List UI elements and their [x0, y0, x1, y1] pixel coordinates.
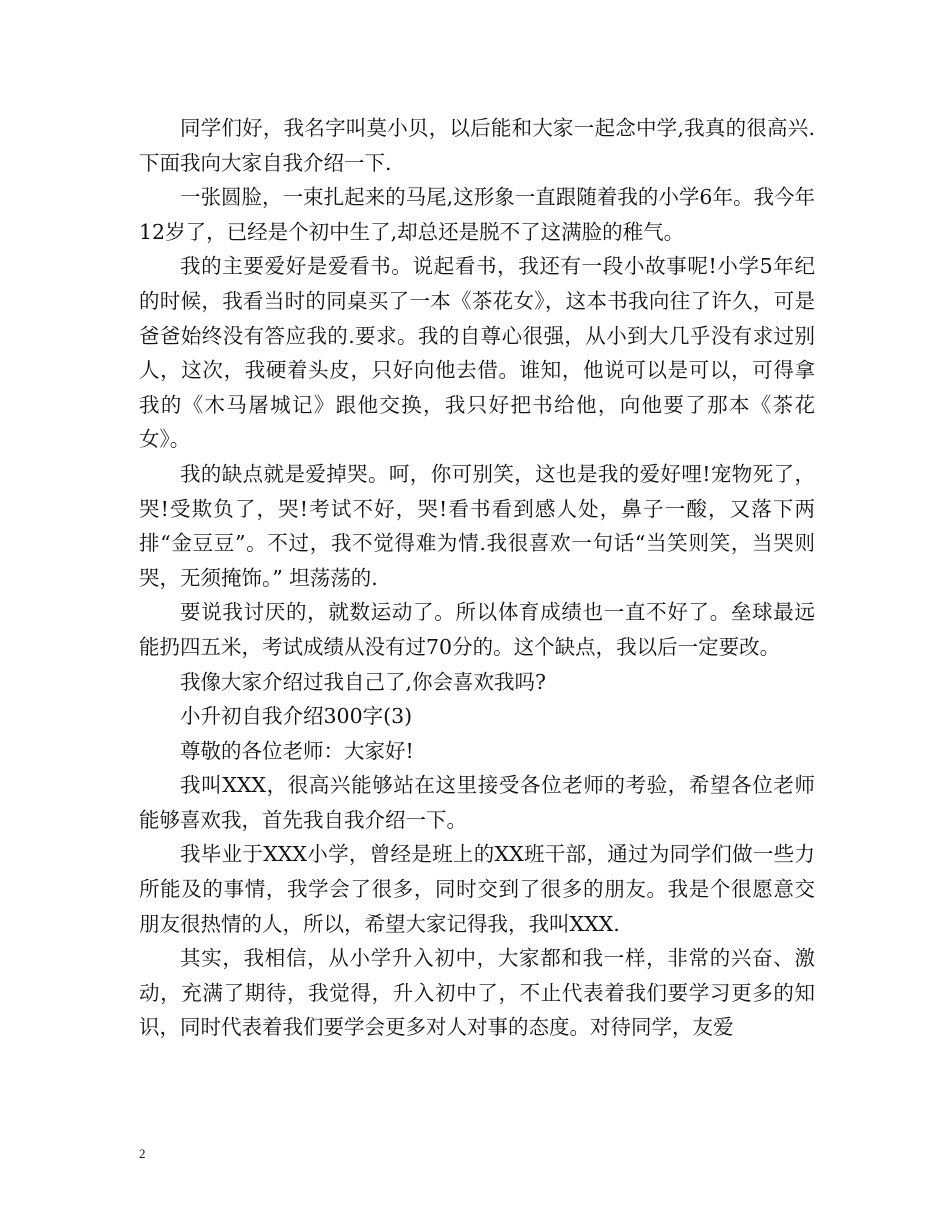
- paragraph-4: 我的缺点就是爱掉哭。呵，你可别笑，这也是我的爱好哩!宠物死了，哭!受欺负了，哭!考试不好，哭!看书看到感人处，鼻子一酸，又落下两排“金豆豆”。不过，我不觉得难为情.我很喜欢一句话“当笑则笑，当哭则哭，无须掩饰。” 坦荡荡的.: [139, 461, 815, 590]
- paragraph-1: 同学们好，我名字叫莫小贝，以后能和大家一起念中学,我真的很高兴.下面我向大家自我介绍一下.: [139, 116, 815, 175]
- page-number: 2: [139, 1146, 146, 1161]
- paragraph-9: 我叫XXX，很高兴能够站在这里接受各位老师的考验，希望各位老师能够喜欢我，首先我自我介绍一下。: [139, 773, 815, 832]
- paragraph-6: 我像大家介绍过我自己了,你会喜欢我吗?: [180, 669, 547, 694]
- paragraph-10: 我毕业于XXX小学，曾经是班上的XX班干部，通过为同学们做一些力所能及的事情，我学会了很多，同时交到了很多的朋友。我是个很愿意交朋友很热情的人，所以，希望大家记得我，我叫XXX.: [139, 842, 815, 936]
- document-body: [139, 111, 815, 1045]
- paragraph-3: 我的主要爱好是爱看书。说起看书，我还有一段小故事呢!小学5年纪的时候，我看当时的同桌买了一本《茶花女》，这本书我向往了许久，可是爸爸始终没有答应我的.要求。我的自尊心很强，从小到大几乎没有求过别人，这次，我硬着头皮，只好向他去借。谁知，他说可以是可以，可得拿我的《木马屠城记》跟他交换，我只好把书给他，向他要了那本《茶花女》。: [139, 254, 815, 452]
- paragraph-2: 一张圆脸，一束扎起来的马尾,这形象一直跟随着我的小学6年。我今年12岁了，已经是个初中生了,却总还是脱不了这满脸的稚气。: [139, 185, 815, 244]
- paragraph-5: 要说我讨厌的，就数运动了。所以体育成绩也一直不好了。垒球最远能扔四五米，考试成绩从没有过70分的。这个缺点，我以后一定要改。: [139, 600, 815, 659]
- section-heading: 小升初自我介绍300字(3): [180, 704, 413, 729]
- greeting: 尊敬的各位老师：大家好!: [180, 738, 414, 763]
- paragraph-11: 其实，我相信，从小学升入初中，大家都和我一样，非常的兴奋、激动，充满了期待，我觉得，升入初中了，不止代表着我们要学习更多的知识，同时代表着我们要学会更多对人对事的态度。对待同学，友爱: [139, 946, 815, 1040]
